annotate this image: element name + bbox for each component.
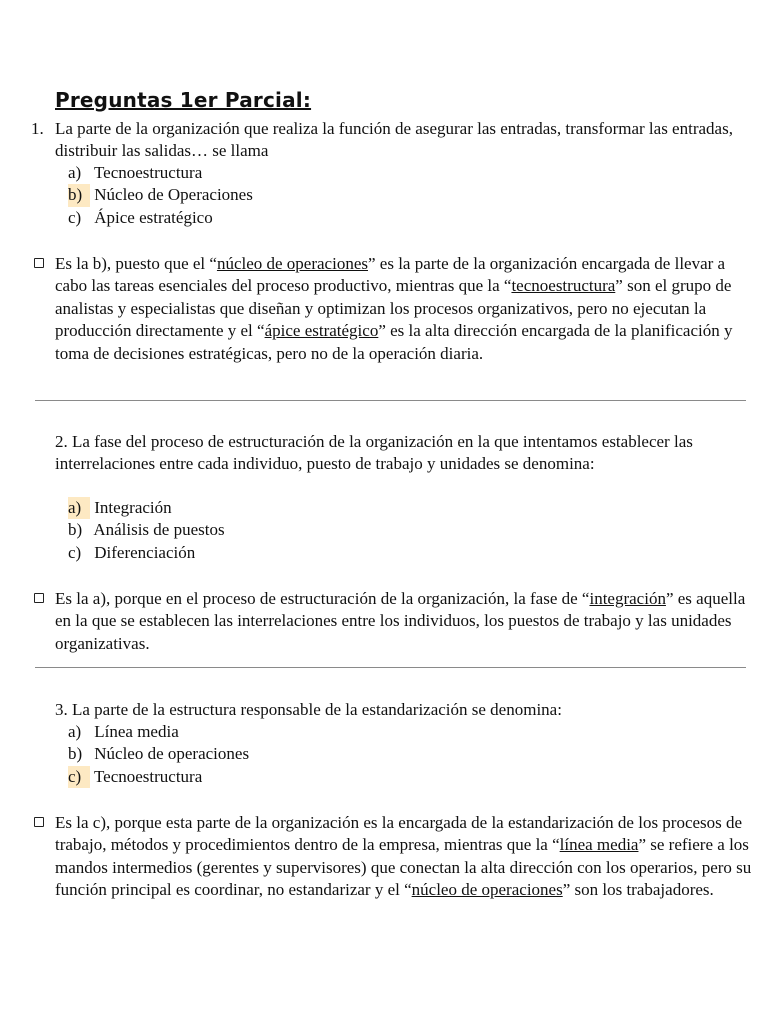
option-text: Análisis de puestos bbox=[93, 520, 225, 540]
answer-text: Es la a), porque en el proceso de estructuración de la organización, la fase de “ bbox=[55, 589, 590, 608]
option-c bbox=[68, 766, 249, 788]
divider bbox=[35, 400, 746, 401]
option-mark-highlighted: b) bbox=[68, 184, 90, 206]
option-c bbox=[68, 207, 253, 229]
answer-text: ” es la parte de la organización encargada de llevar a cabo las tareas esenciales del proceso productivo, mientras que la “ bbox=[55, 254, 726, 296]
option-mark: a) bbox=[68, 722, 82, 741]
answer-text: ” son los trabajadores. bbox=[562, 880, 714, 900]
option-mark: a) bbox=[68, 163, 82, 182]
answer-term: núcleo de operaciones bbox=[216, 254, 368, 273]
option-mark-highlighted: a) bbox=[68, 497, 90, 519]
page-title: Preguntas 1er Parcial: bbox=[55, 88, 312, 112]
question-body: La fase del proceso de estructuración de la organización en la que intentamos establecer las interrelaciones entre cada individuo, puesto de trabajo y unidades se denomina: bbox=[55, 432, 693, 474]
question-number: 2. bbox=[55, 432, 68, 451]
answer-text: ” es aquella en la que se establecen las interrelaciones entre los individuos, los puestos de trabajo y las unidades organizativas. bbox=[55, 589, 746, 653]
question-number: 1. bbox=[31, 119, 44, 138]
option-b bbox=[68, 519, 225, 541]
checkbox-icon[interactable] bbox=[34, 258, 44, 268]
answer-text: Es la b), puesto que el “ bbox=[55, 254, 217, 273]
option-text: Tecnoestructura bbox=[93, 766, 203, 786]
options-list bbox=[68, 162, 253, 229]
answer-paragraph bbox=[55, 588, 755, 655]
options-list bbox=[68, 721, 249, 788]
option-text: Ápice estratégico bbox=[94, 207, 213, 227]
answer-text: ” son el grupo de analistas y especialistas que diseñan y optimizan los procesos organizativos, pero no ejecutan la producción directamente y el “ bbox=[55, 276, 732, 341]
option-c bbox=[68, 542, 225, 564]
option-mark-highlighted: c) bbox=[68, 766, 90, 788]
option-a bbox=[68, 162, 253, 184]
option-mark: b) bbox=[68, 520, 83, 540]
answer-term: tecnoestructura bbox=[511, 276, 616, 296]
checkbox-icon[interactable] bbox=[34, 817, 44, 827]
option-text: Tecnoestructura bbox=[93, 163, 203, 182]
question-text bbox=[55, 699, 755, 721]
checkbox-icon[interactable] bbox=[34, 593, 44, 603]
answer-paragraph bbox=[55, 812, 755, 902]
option-text: Línea media bbox=[94, 722, 179, 741]
options-list bbox=[68, 497, 225, 564]
answer-text: ” es la alta dirección encargada de la planificación y toma de decisiones estratégicas, pero no de la operación diaria. bbox=[55, 321, 733, 363]
divider bbox=[35, 667, 746, 668]
option-text: Integración bbox=[94, 498, 172, 517]
option-text: Núcleo de operaciones bbox=[94, 744, 250, 764]
question-text: La parte de la organización que realiza la función de asegurar las entradas, transformar las entradas, distribuir las salidas… se llama bbox=[55, 119, 733, 161]
option-text: Núcleo de Operaciones bbox=[94, 185, 253, 205]
option-text: Diferenciación bbox=[94, 542, 196, 562]
option-mark: b) bbox=[68, 744, 83, 764]
answer-term: núcleo de operaciones bbox=[411, 880, 563, 900]
question-text bbox=[55, 431, 755, 476]
option-mark: c) bbox=[68, 542, 82, 562]
answer-text: ” se refiere a los mandos intermedios (gerentes y supervisores) que conectan la alta dirección con los operarios, pero su función principal es coordinar, no estandarizar y el “ bbox=[55, 835, 752, 900]
option-b bbox=[68, 743, 249, 765]
answer-term: ápice estratégico bbox=[264, 321, 379, 341]
answer-term: integración bbox=[589, 589, 666, 608]
answer-text: Es la c), porque esta parte de la organización es la encargada de la estandarización de los procesos de trabajo, métodos y procedimientos dentro de la empresa, mientras que la “ bbox=[55, 813, 743, 855]
answer-paragraph bbox=[55, 253, 755, 365]
answer-term: línea media bbox=[559, 835, 639, 855]
option-b bbox=[68, 184, 253, 206]
question-number: 3. bbox=[55, 700, 68, 719]
question-body: La parte de la estructura responsable de la estandarización se denomina: bbox=[72, 700, 562, 719]
option-a bbox=[68, 721, 249, 743]
option-mark: c) bbox=[68, 207, 82, 227]
option-a bbox=[68, 497, 225, 519]
